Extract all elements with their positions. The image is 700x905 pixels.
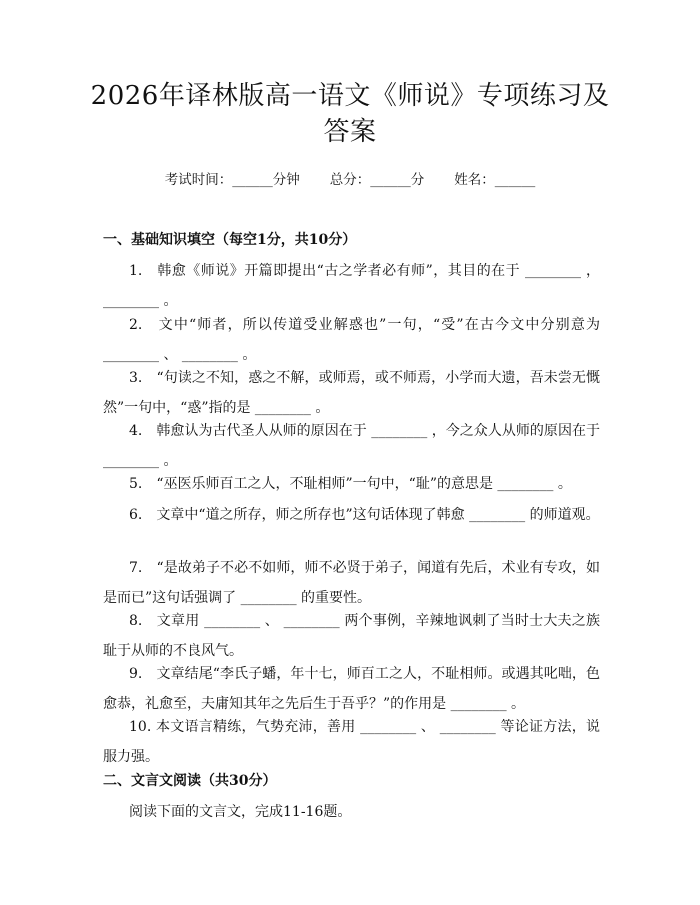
question-6 (103, 500, 600, 530)
section-2-heading: 二、文言文阅读（共30分） (103, 773, 277, 789)
question-text: 10. 本文语言精练，气势充沛，善用 ________ 、 ________ 等论证方法，说服力强。 (103, 719, 600, 765)
question-3 (103, 363, 600, 423)
question-text: 5. “巫医乐师百工之人，不耻相师”一句中，“耻”的意思是 ________ 。 (129, 476, 572, 492)
exam-info-line (0, 168, 700, 188)
question-9 (103, 659, 600, 719)
question-text: 2. 文中“师者，所以传道受业解惑也”一句，“受”在古今文中分别意为 ________ 、 ________ 。 (103, 317, 600, 363)
question-text: 7. “是故弟子不必不如师，师不必贤于弟子，闻道有先后，术业有专攻，如是而已”这句话强调了 ________ 的重要性。 (103, 560, 600, 606)
exam-time-field: 考试时间：______分钟 (164, 172, 300, 188)
question-text: 8. 文章用 ________ 、 ________ 两个事例，辛辣地讽刺了当时士大夫之族耻于从师的不良风气。 (103, 613, 600, 659)
question-10 (103, 712, 600, 772)
question-text: 1. 韩愈《师说》开篇即提出“古之学者必有师”，其目的在于 ________ ，________ 。 (103, 263, 600, 309)
question-7 (103, 553, 600, 613)
question-text: 9. 文章结尾“李氏子蟠，年十七，师百工之人，不耻相师。或遇其叱咄，色愈恭，礼愈至，夫庸知其年之先后生于吾乎？”的作用是 ________ 。 (103, 666, 600, 712)
question-4 (103, 416, 600, 476)
question-text: 4. 韩愈认为古代圣人从师的原因在于 ________ ，今之众人从师的原因在于 ________ 。 (103, 423, 600, 469)
total-score-field: 总分：______分 (329, 172, 425, 188)
question-1 (103, 256, 600, 316)
document-title: 2026年译林版高一语文《师说》专项练习及答案 (90, 81, 610, 147)
section-1-heading: 一、基础知识填空（每空1分，共10分） (103, 232, 357, 248)
question-text: 6. 文章中“道之所存，师之所存也”这句话体现了韩愈 ________ 的师道观。 (129, 507, 600, 523)
question-8 (103, 606, 600, 666)
question-2 (103, 310, 600, 370)
student-name-field: 姓名：______ (454, 172, 536, 188)
question-5 (103, 469, 600, 499)
question-text: 3. “句读之不知，惑之不解，或师焉，或不师焉，小学而大遗，吾未尝无慨然”一句中，“惑”指的是 ________ 。 (103, 370, 600, 416)
reading-instruction: 阅读下面的文言文，完成11-16题。 (129, 804, 352, 820)
